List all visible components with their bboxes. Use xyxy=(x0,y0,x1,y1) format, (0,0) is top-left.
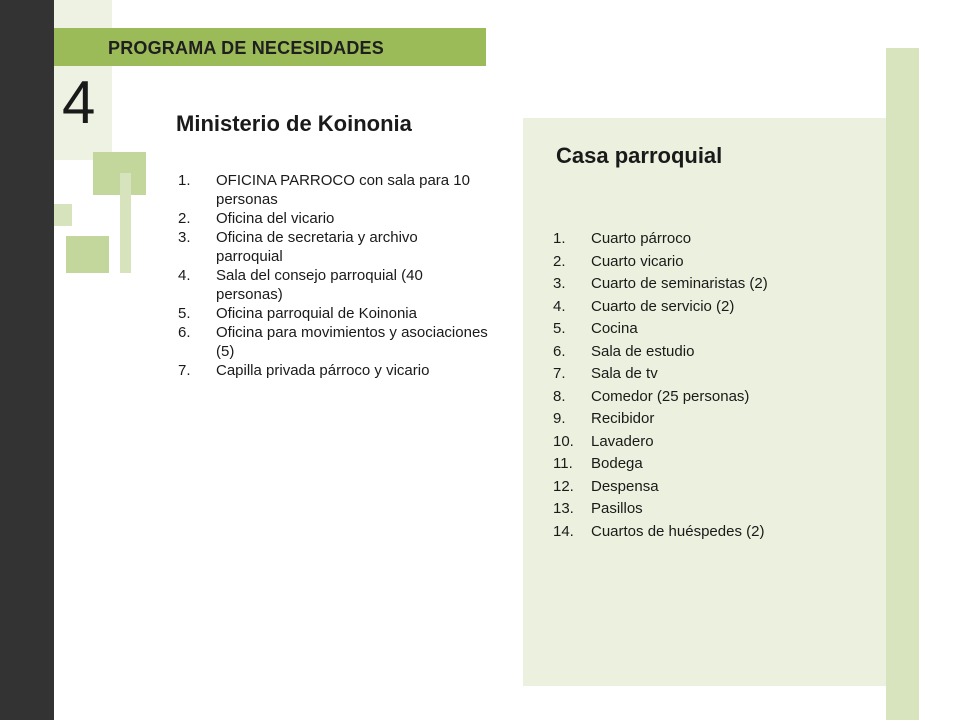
list-item xyxy=(553,498,873,521)
list-item-text: Oficina del vicario xyxy=(216,210,335,227)
list-item xyxy=(553,273,873,296)
list-item-text: Comedor (25 personas) xyxy=(591,387,750,405)
list-item-text: Cuarto vicario xyxy=(591,252,684,270)
list-item-text: Despensa xyxy=(591,477,659,495)
list-item-text: Pasillos xyxy=(591,500,643,517)
list-item xyxy=(178,209,488,228)
left-section-title: Ministerio de Koinonia xyxy=(176,111,412,136)
list-item-number: 3. xyxy=(178,229,191,246)
list-item-number: 5. xyxy=(178,305,191,322)
list-item-number: 10. xyxy=(553,432,574,450)
decorative-block xyxy=(54,204,72,226)
list-item-text: Sala del consejo parroquial (40 personas) xyxy=(216,267,423,303)
list-item-number: 11. xyxy=(553,455,573,472)
list-item-text: Sala de tv xyxy=(591,365,658,382)
list-item-text: Capilla privada párroco y vicario xyxy=(216,362,430,379)
list-item-number: 4. xyxy=(553,297,566,315)
list-item-text: Bodega xyxy=(591,455,643,472)
list-item-number: 3. xyxy=(553,275,566,292)
list-item-text: Oficina de secretaria y archivo parroquial xyxy=(216,229,418,265)
list-item-number: 1. xyxy=(178,172,191,189)
list-item xyxy=(553,453,873,476)
list-item xyxy=(553,251,873,274)
list-item xyxy=(178,304,488,323)
slide-number: 4 xyxy=(62,69,96,136)
left-section-list xyxy=(178,171,488,380)
list-item-number: 2. xyxy=(178,210,191,227)
list-item-number: 5. xyxy=(553,320,566,337)
list-item-number: 14. xyxy=(553,522,574,540)
list-item-text: Cuartos de huéspedes (2) xyxy=(591,522,765,540)
list-item xyxy=(553,341,873,364)
list-item xyxy=(553,408,873,431)
list-item-text: OFICINA PARROCO con sala para 10 personas xyxy=(216,172,470,208)
decorative-block xyxy=(120,173,131,273)
list-item xyxy=(553,363,873,386)
decorative-block xyxy=(66,236,109,273)
list-item-number: 6. xyxy=(553,342,566,360)
list-item-text: Sala de estudio xyxy=(591,342,695,360)
list-item-text: Lavadero xyxy=(591,432,654,450)
list-item-number: 9. xyxy=(553,410,566,427)
header-title: PROGRAMA DE NECESIDADES xyxy=(108,38,384,58)
list-item xyxy=(178,361,488,380)
list-item xyxy=(553,318,873,341)
right-section-list xyxy=(553,228,873,543)
list-item xyxy=(553,476,873,499)
list-item-text: Oficina para movimientos y asociaciones (5) xyxy=(216,324,488,360)
list-item-number: 1. xyxy=(553,230,566,247)
right-section-title: Casa parroquial xyxy=(556,143,723,168)
list-item xyxy=(178,228,488,266)
list-item xyxy=(553,386,873,409)
list-item-text: Oficina parroquial de Koinonia xyxy=(216,305,417,322)
list-item-text: Cuarto de seminaristas (2) xyxy=(591,275,768,292)
right-decorative-bar xyxy=(886,48,919,720)
list-item-number: 12. xyxy=(553,477,574,495)
left-dark-strip xyxy=(0,0,54,720)
list-item-number: 7. xyxy=(178,362,191,379)
list-item xyxy=(553,228,873,251)
list-item xyxy=(178,266,488,304)
list-item-number: 4. xyxy=(178,267,191,284)
list-item-number: 2. xyxy=(553,252,566,270)
list-item-number: 6. xyxy=(178,324,191,341)
list-item xyxy=(553,296,873,319)
list-item-text: Cuarto párroco xyxy=(591,230,692,247)
list-item xyxy=(178,323,488,361)
list-item-number: 13. xyxy=(553,500,574,517)
list-item xyxy=(553,521,873,544)
list-item-text: Cocina xyxy=(591,320,638,337)
list-item-text: Cuarto de servicio (2) xyxy=(591,297,735,315)
list-item xyxy=(553,431,873,454)
list-item-text: Recibidor xyxy=(591,410,655,427)
list-item-number: 8. xyxy=(553,387,566,405)
list-item xyxy=(178,171,488,209)
list-item-number: 7. xyxy=(553,365,566,382)
